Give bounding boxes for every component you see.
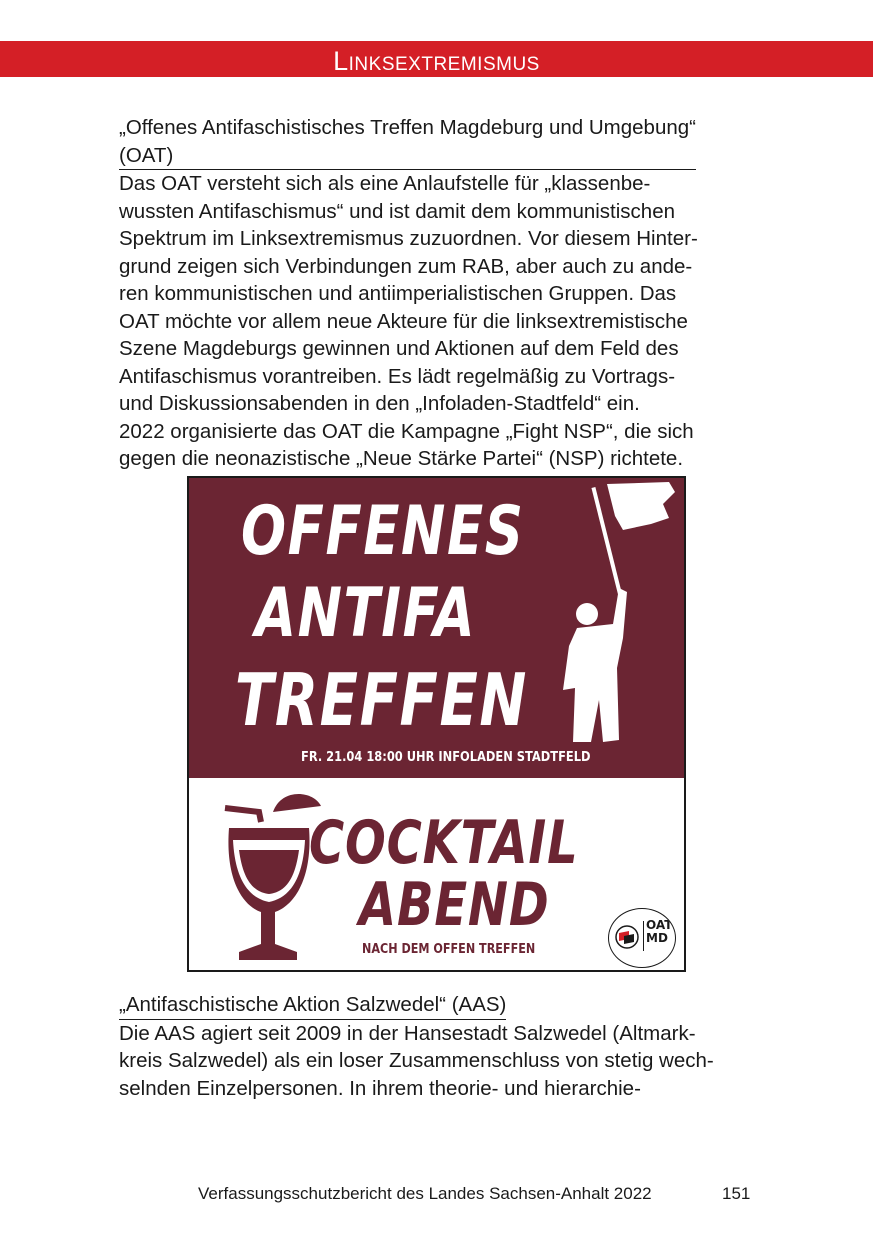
body-line: Die AAS agiert seit 2009 in der Hansestadt Salzwedel (Altmark- [119,1021,696,1045]
chapter-header-bar [0,41,873,77]
section-aas [119,991,759,1102]
body-line: Das OAT versteht sich als eine Anlaufstelle für „klassenbe- [119,172,651,195]
body-line: selnden Einzelpersonen. In ihrem theorie- und hierarchie- [119,1076,641,1100]
body-line: ren kommunistischen und antiimperialistischen Gruppen. Das [119,282,677,305]
body-line: 2022 organisierte das OAT die Kampagne „Fight NSP“, die sich [119,419,694,443]
body-line: wussten Antifaschismus“ und ist damit dem kommunistischen [119,199,676,223]
body-line: Spektrum im Linksextremismus zuzuordnen. Vor diesem Hinter- [119,227,698,250]
body-line: Szene Magdeburgs gewinnen und Aktionen auf dem Feld des [119,337,679,360]
chapter-title: Linksextremismus [333,46,540,76]
body-line: und Diskussionsabenden in den „Infoladen-Stadtfeld“ ein. [119,392,640,415]
flag-bearer-silhouette [519,478,679,748]
antifa-flag-icon [615,925,639,949]
poster-word: OFFENES [241,492,525,571]
body-line: Antifaschismus vorantreiben. Es lädt regelmäßig zu Vortrags- [119,364,676,388]
poster-word: TREFFEN [235,658,528,742]
poster-subline: NACH DEM OFFEN TREFFEN [362,942,536,957]
poster-cocktail-word: COCKTAIL [309,808,579,878]
section-title-line: „Antifaschistische Aktion Salzwedel“ (AAS) [119,993,507,1016]
body-line: gegen die neonazistische „Neue Stärke Partei“ (NSP) richtete. [119,447,684,470]
poster-cocktail-word: ABEND [359,870,550,940]
poster-word: ANTIFA [255,574,477,653]
section-oat [119,114,759,473]
body-line: kreis Salzwedel) als ein loser Zusammenschluss von stetig wech- [119,1049,714,1072]
section-title-line: (OAT) [119,143,174,167]
oat-logo [608,908,676,968]
page-footer [0,1182,875,1206]
section-oat-body [119,170,759,473]
section-aas-body [119,1020,759,1103]
section-title-line: „Offenes Antifaschistisches Treffen Magdeburg und Umgebung“ [119,116,696,139]
section-aas-title [119,991,506,1020]
event-poster [187,476,686,972]
footer-publication-title: Verfassungsschutzbericht des Landes Sachsen-Anhalt 2022 [198,1184,652,1203]
logo-text: OAT [646,918,673,932]
section-oat-title [119,114,696,170]
poster-event-info: FR. 21.04 18:00 UHR INFOLADEN STADTFELD [301,750,591,765]
body-line: OAT möchte vor allem neue Akteure für die linksextremistische [119,309,688,333]
body-line: grund zeigen sich Verbindungen zum RAB, aber auch zu ande- [119,254,693,278]
page-number: 151 [722,1184,751,1203]
logo-text: MD [646,931,668,945]
